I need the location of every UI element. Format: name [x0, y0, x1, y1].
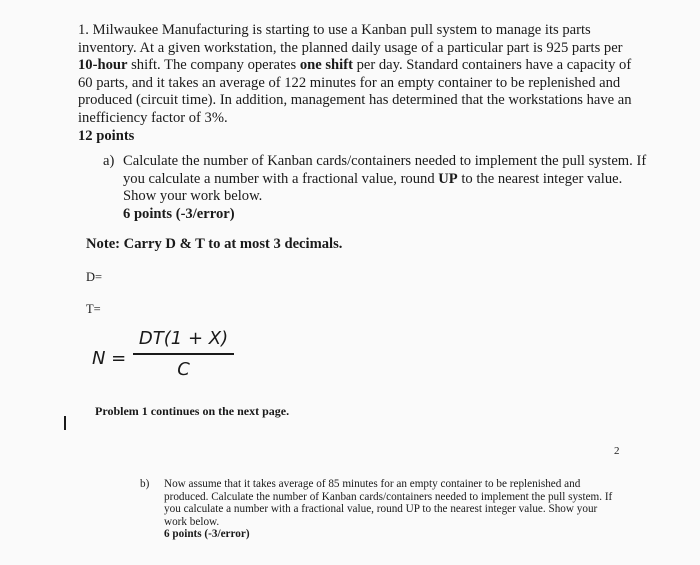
formula-fraction — [133, 328, 234, 380]
note: Note: Carry D & T to at most 3 decimals. — [86, 236, 343, 252]
part-b — [140, 478, 620, 541]
part-a-text-1: Calculate the number of Kanban cards/containers needed to implement the pull system. If you calculate a number with a fractional value, round — [123, 153, 647, 187]
part-a-label: a) — [103, 153, 115, 169]
part-a — [103, 153, 648, 223]
problem-mid: shift. The company operates — [127, 57, 300, 73]
formula-denominator: C — [177, 358, 190, 380]
problem-lead: 1. Milwaukee Manufacturing is starting to use a Kanban pull system to manage its parts inventory. At a given workstation, the planned daily usage of a particular part is 925 parts per — [78, 22, 623, 56]
part-a-text — [123, 153, 648, 206]
t-label: T= — [86, 302, 101, 316]
part-a-points: 6 points (-3/error) — [123, 205, 235, 222]
formula-numerator: DT(1 + X) — [138, 328, 229, 349]
shift-bold: one shift — [299, 57, 353, 73]
part-a-text-2: to the nearest integer value. Show your work below. — [123, 170, 623, 204]
continue-note: Problem 1 continues on the next page. — [95, 404, 290, 418]
hours-bold: 10-hour — [78, 57, 128, 73]
problem-points: 12 points — [78, 128, 135, 144]
part-b-label: b) — [140, 478, 150, 490]
part-b-text: Now assume that it takes average of 85 minutes for an empty container to be replenished and produced. Calculate the number of Kanban cards/containers needed to implement the pull system. If you calculate a number with a fractional value, round UP to the nearest integer value. Show your work below. — [164, 478, 613, 528]
part-b-points: 6 points (-3/error) — [164, 528, 250, 541]
formula-lhs: N = — [92, 348, 127, 369]
text-cursor — [64, 416, 66, 430]
problem-statement — [78, 22, 638, 127]
page-number: 2 — [614, 445, 620, 457]
d-label: D= — [86, 270, 103, 284]
problem-tail: per day. Standard containers have a capacity of 60 parts, and it takes an average of 122 minutes for an empty container to be replenished and produced (circuit time). In addition, management has determined that the workstations have an inefficiency factor of 3%. — [78, 57, 632, 126]
part-a-up: UP — [438, 170, 458, 187]
